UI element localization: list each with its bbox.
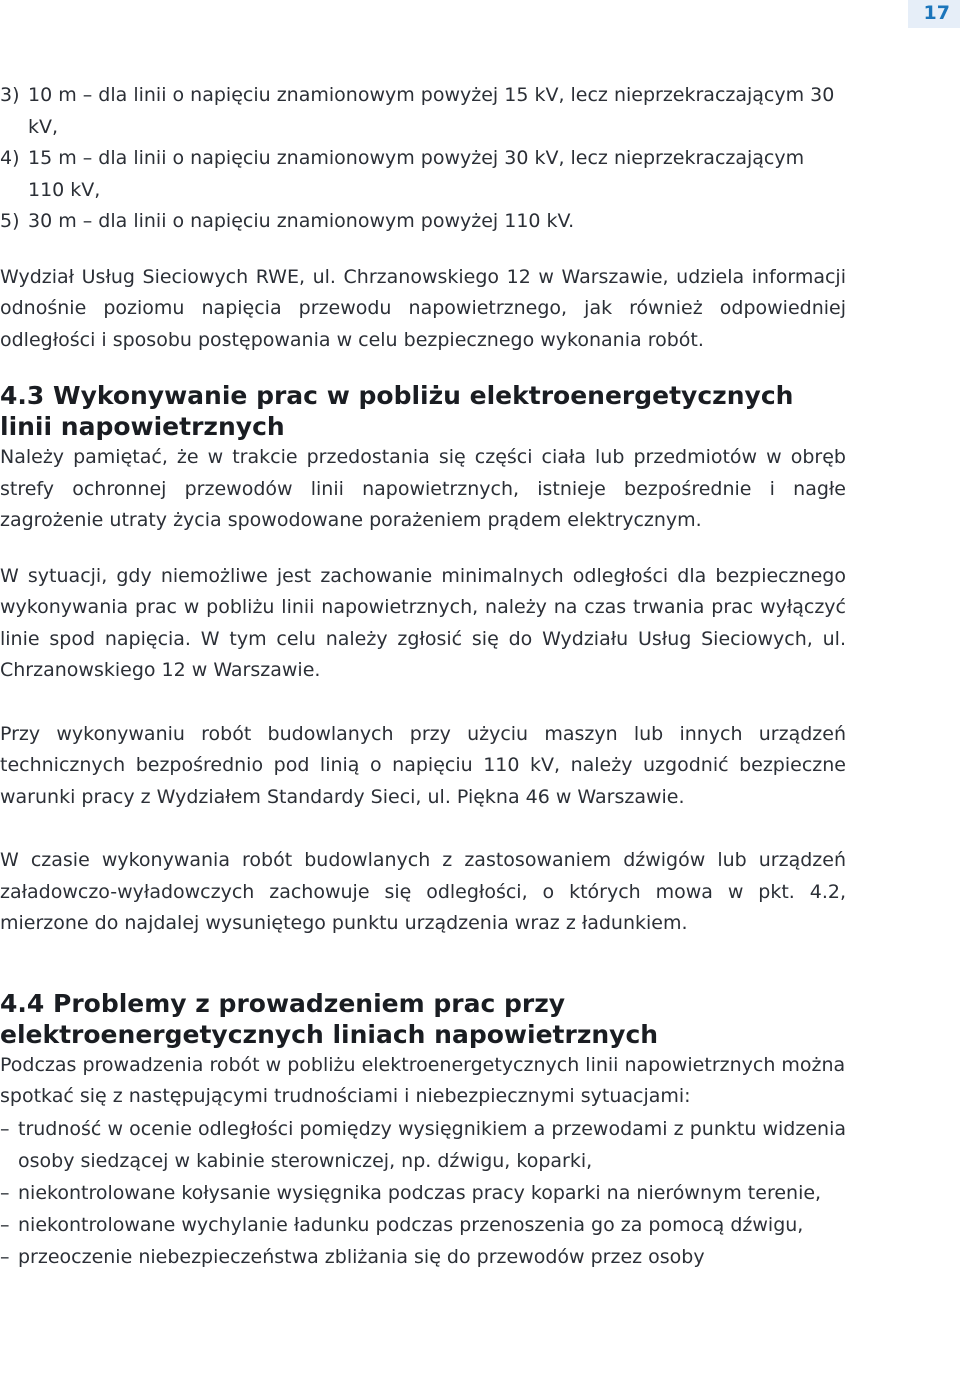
dash-marker: –: [0, 1213, 10, 1236]
list-item: [0, 1209, 846, 1241]
section-heading-4-3: 4.3 Wykonywanie prac w pobliżu elektroenergetycznych linii napowietrznych: [0, 381, 794, 441]
list-item: [0, 1113, 846, 1177]
list-item-number: 4): [0, 147, 20, 169]
numbered-list: [0, 80, 846, 238]
dash-marker: –: [0, 1245, 10, 1268]
section-4-3-paragraph: W sytuacji, gdy niemożliwe jest zachowanie minimalnych odległości dla bezpiecznego wykonywania prac w pobliżu linii napowietrznych, należy na czas trwania prac wyłączyć linie spod napięcia. W tym celu należy zgłosić się do Wydziału Usług Sieciowych, ul. Chrzanowskiego 12 w Warszawie.: [0, 564, 846, 681]
list-item-text: 10 m – dla linii o napięciu znamionowym powyżej 15 kV, lecz nieprzekraczającym 30 kV,: [28, 84, 835, 138]
rwe-paragraph: Wydział Usług Sieciowych RWE, ul. Chrzanowskiego 12 w Warszawie, udziela informacji odnośnie poziomu napięcia przewodu napowietrznego, jak również odpowiedniej odległości i sposobu postępowania w celu bezpiecznego wykonania robót.: [0, 265, 846, 351]
section-4-3-paragraph: Należy pamiętać, że w trakcie przedostania się części ciała lub przedmiotów w obręb strefy ochronnej przewodów linii napowietrznych, istnieje bezpośrednie i nagłe zagrożenie utraty życia spowodowane porażeniem prądem elektrycznym.: [0, 446, 846, 531]
list-item-text: przeoczenie niebezpieczeństwa zbliżania się do przewodów przez osoby: [18, 1245, 705, 1268]
list-item-text: niekontrolowane wychylanie ładunku podczas przenoszenia go za pomocą dźwigu,: [18, 1213, 804, 1236]
list-item-text: 30 m – dla linii o napięciu znamionowym powyżej 110 kV.: [28, 210, 575, 232]
list-item-text: niekontrolowane kołysanie wysięgnika podczas pracy koparki na nierównym terenie,: [18, 1181, 822, 1204]
list-item-text: 15 m – dla linii o napięciu znamionowym powyżej 30 kV, lecz nieprzekraczającym 110 kV,: [28, 147, 805, 201]
list-item: [0, 1177, 846, 1209]
list-item: [0, 1241, 846, 1273]
list-item: [0, 80, 846, 143]
section-4-3-paragraph: Przy wykonywaniu robót budowlanych przy użyciu maszyn lub innych urządzeń technicznych bezpośrednio pod linią o napięciu 110 kV, należy uzgodnić bezpieczne warunki pracy z Wydziałem Standardy Sieci, ul. Piękna 46 w Warszawie.: [0, 722, 846, 808]
list-item: [0, 143, 846, 206]
page-content: [0, 80, 846, 1273]
page-number: 17: [923, 2, 950, 24]
list-item-number: 5): [0, 210, 20, 232]
section-4-4-intro: Podczas prowadzenia robót w pobliżu elektroenergetycznych linii napowietrznych można spotkać się z następującymi trudnościami i niebezpiecznymi sytuacjami:: [0, 1053, 846, 1107]
list-item-number: 3): [0, 84, 20, 106]
list-item-text: trudność w ocenie odległości pomiędzy wysięgnikiem a przewodami z punktu widzenia osoby siedzącej w kabinie sterowniczej, np. dźwigu, koparki,: [18, 1117, 846, 1172]
hazard-list: [0, 1113, 846, 1273]
dash-marker: –: [0, 1117, 10, 1140]
dash-marker: –: [0, 1181, 10, 1204]
section-heading-4-4: 4.4 Problemy z prowadzeniem prac przy elektroenergetycznych liniach napowietrznych: [0, 988, 659, 1049]
list-item: [0, 206, 846, 238]
section-4-3-paragraph: W czasie wykonywania robót budowlanych z zastosowaniem dźwigów lub urządzeń załadowczo-wyładowczych zachowuje się odległości, o których mowa w pkt. 4.2, mierzone do najdalej wysuniętego punktu urządzenia wraz z ładunkiem.: [0, 849, 846, 934]
